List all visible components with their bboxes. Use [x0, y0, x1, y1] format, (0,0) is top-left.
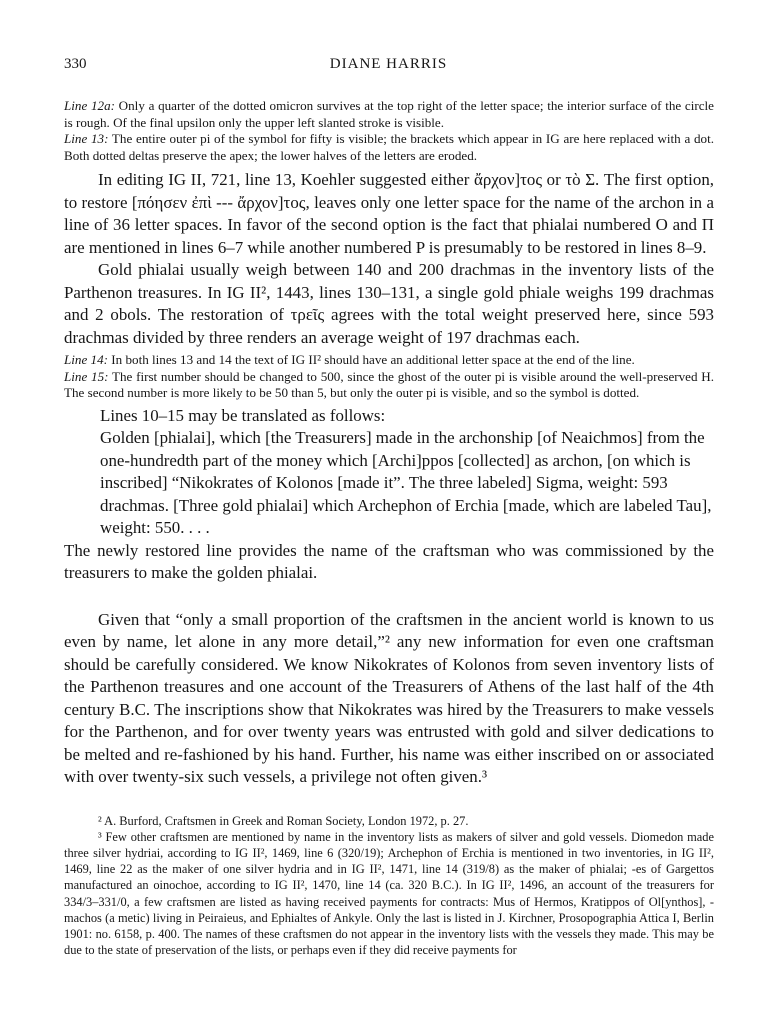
running-head-author: DIANE HARRIS [329, 56, 448, 72]
note-label: Line 15: [64, 368, 109, 384]
translation-intro: Lines 10–15 may be translated as follows: [100, 405, 386, 425]
main-content [64, 98, 714, 958]
note-text: Only a quarter of the dotted omicron survives at the top right of the letter space; the interior surface of the circle is rough. Of the final upsilon only the upper left slanted stroke is visible. [64, 98, 714, 130]
body-paragraph: Gold phialai usually weigh between 140 and 200 drachmas in the inventory lists of the Parthenon treasures. In IG II², 1443, lines 130–131, a single gold phiale weighs 199 drachmas and 2 obols. The restoration of τρεῖς agrees with the total weight preserved here, since 593 drachmas divided by three renders an average weight of 197 drachmas each. [64, 260, 714, 347]
note-label: Line 13: [64, 131, 109, 146]
epigraphic-note [64, 369, 714, 402]
body-paragraph: The newly restored line provides the name of the craftsman who was commissioned by the treasurers to make the golden phialai. [64, 540, 714, 582]
epigraphic-note [64, 98, 714, 131]
footnote: ² A. Burford, Craftsmen in Greek and Roman Society, London 1972, p. 27. [98, 813, 469, 828]
note-text: The first number should be changed to 500, since the ghost of the outer pi is visible around the well-preserved H. The second number is more likely to be 50 than 5, but only the outer pi is visible, and so the symbol is dotted. [64, 368, 714, 400]
body-paragraph: Given that “only a small proportion of the craftsmen in the ancient world is known to us even by name, let alone in any more detail,”² any new information for even one craftsman should be carefully considered. We know Nikokrates of Kolonos from seven inventory lists of the Parthenon treasures and one account of the Treasurers of Athens of the last half of the 4th century B.C. The inscriptions show that Nikokrates was hired by the Treasurers to make vessels for the Parthenon, and for over twenty years was entrusted with gold and silver dedications to be melted and re-fashioned by his hand. Further, his name was either inscribed on or associated with over twenty-six such vessels, a privilege not often given.³ [64, 609, 714, 786]
note-label: Line 14: [64, 352, 109, 367]
running-header [64, 56, 713, 78]
note-text: In both lines 13 and 14 the text of IG II² should have an additional letter space at the end of the line. [108, 352, 635, 367]
epigraphic-note [64, 352, 714, 369]
note-label: Line 12a: [64, 98, 115, 113]
note-text: The entire outer pi of the symbol for fifty is visible; the brackets which appear in IG are here replaced with a dot. Both dotted deltas preserve the apex; the lower halves of the letters are eroded. [64, 131, 714, 163]
translation-text: Golden [phialai], which [the Treasurers] made in the archonship [of Neaichmos] from the one-hundredth part of the money which [Archi]ppos [collected] as archon, [on which is inscribed] “Nikokrates of Kolonos [made it”. The three labeled] Sigma, weight: 593 drachmas. [Three gold phialai] which Archephon of Erchia [made, which are labeled Tau], weight: 550. . . . [100, 428, 712, 537]
body-paragraph: In editing IG II, 721, line 13, Koehler suggested either ἄρχον]τος or τὸ Σ. The first option, to restore [πόησεν ἐπὶ --- ἄρχον]τος, leaves only one letter space for the name of the archon in a line of 36 letter spaces. In favor of the second option is the fact that phialai numbered O and Π are mentioned in lines 6–7 while another numbered P is presumably to be restored in lines 8–9. [64, 170, 714, 257]
page-number: 330 [64, 56, 87, 72]
footnote: ³ Few other craftsmen are mentioned by name in the inventory lists as makers of silver and gold vessels. Diomedon made three silver hydriai, according to IG II², 1469, line 6 (320/19); Archephon of Erchia is mentioned in two inventories, in IG II², 1469, line 22 as the maker of one silver hydria and in IG II², 1471, line 14 (319/8) as the maker of phialai; -es of Gargettos manufactured an oinochoe, according to IG II², 1470, line 14 (ca. 320 B.C.). In IG II², 1496, an account of the treasurers for 334/3–331/0, a few craftsmen are listed as having received payments for contracts: Mus of Hermos, Kratippos of Ol[ynthos], -machos (a metic) living in Peiraieus, and Ephialtes of Ankyle. Only the last is listed in J. Kirchner, Prosopographia Attica I, Berlin 1901: no. 6158, p. 400. The names of these craftsmen do not appear in the inventory lists with the vessels they made. This may be due to the state of preservation of the lists, or perhaps even if they did receive payments for [64, 829, 714, 958]
epigraphic-note [64, 131, 714, 164]
